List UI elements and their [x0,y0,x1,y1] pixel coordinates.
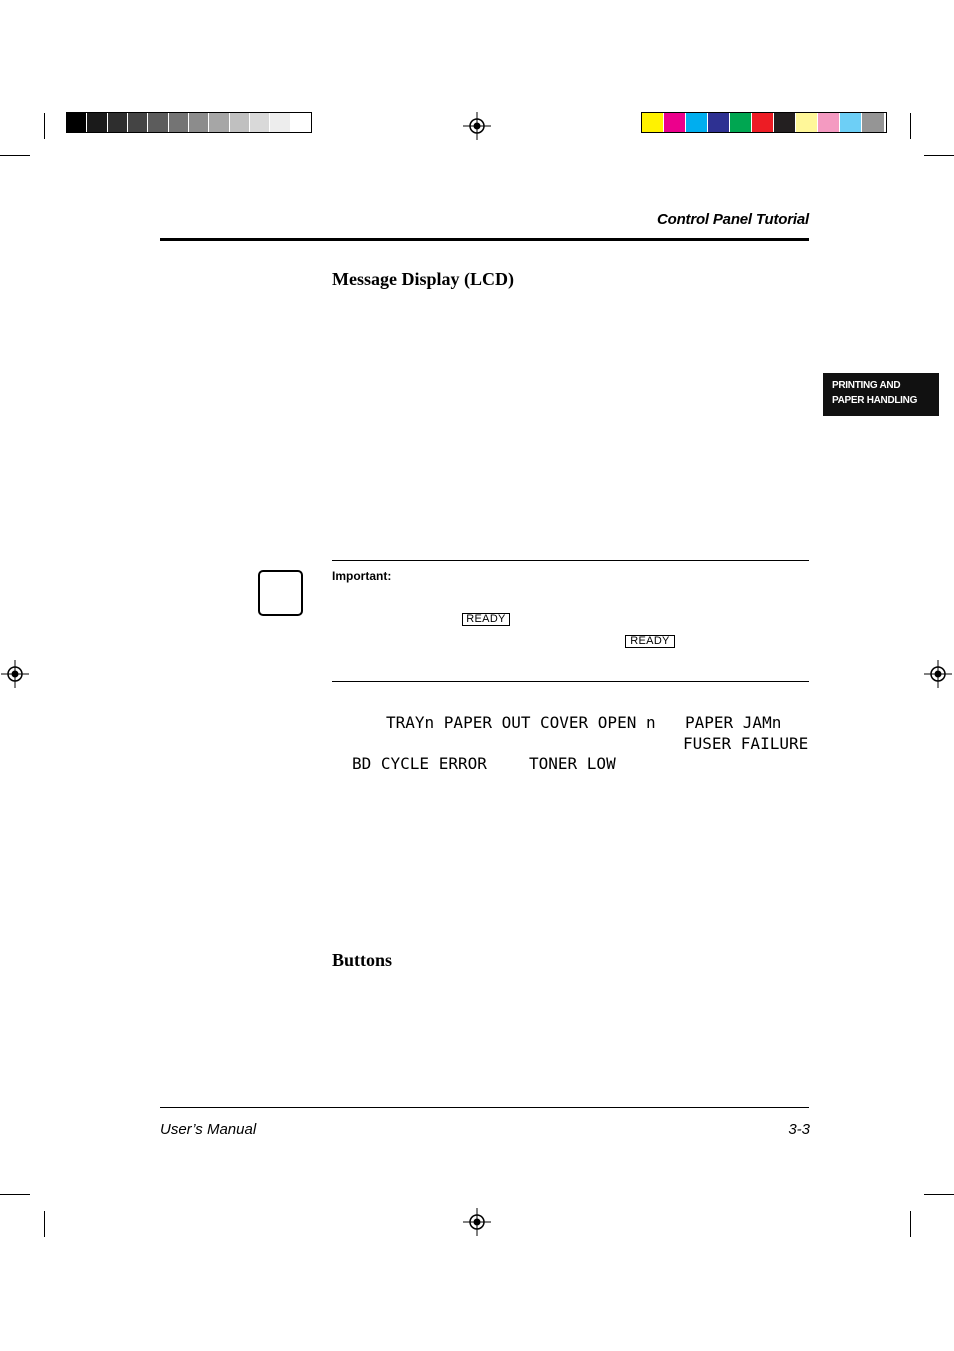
color-swatch [209,113,229,132]
crop-mark [910,1211,911,1237]
lcd-label-ready: READY [462,613,510,626]
lcd-message: PAPER JAMn [685,713,782,732]
color-swatch [664,113,686,132]
note-label: Important: [332,569,392,583]
note-icon [258,570,303,616]
color-swatch [708,113,730,132]
color-swatch [189,113,209,132]
crop-mark [44,1211,45,1237]
color-swatch [291,113,311,132]
process-color-bar [641,112,887,133]
lcd-label-ready: READY [625,635,675,648]
color-swatch [642,113,664,132]
crop-mark [0,155,30,156]
color-swatch [796,113,818,132]
registration-mark-icon [463,112,491,140]
crop-mark [924,155,954,156]
chapter-tab [823,373,939,416]
registration-mark-icon [1,660,29,688]
color-swatch [148,113,168,132]
color-swatch [840,113,862,132]
crop-mark [44,113,45,139]
registration-mark-icon [924,660,952,688]
note-top-rule [332,560,809,561]
color-swatch [774,113,796,132]
color-swatch [752,113,774,132]
footer-manual-title: User’s Manual [160,1121,257,1138]
lcd-message: TONER LOW [529,754,616,773]
color-swatch [686,113,708,132]
color-swatch [230,113,250,132]
color-swatch [108,113,128,132]
color-swatch [818,113,840,132]
section-heading-message-display: Message Display (LCD) [332,269,514,289]
crop-mark [924,1194,954,1195]
running-header-title: Control Panel Tutorial [656,211,809,228]
chapter-tab-line: PRINTING AND [832,380,901,391]
crop-mark [0,1194,30,1195]
chapter-tab-line: PAPER HANDLING [832,395,918,406]
lcd-message: BD CYCLE ERROR [352,754,487,773]
page-number: 3-3 [788,1121,810,1138]
footer-rule [160,1107,809,1108]
color-swatch [169,113,189,132]
color-swatch [862,113,884,132]
color-swatch [128,113,148,132]
section-heading-buttons: Buttons [332,950,393,970]
lcd-message: TRAYn PAPER OUT [386,713,531,732]
color-swatch [87,113,107,132]
color-swatch [250,113,270,132]
grayscale-color-bar [66,112,312,133]
note-bottom-rule [332,681,809,682]
header-rule [160,238,809,241]
registration-mark-icon [463,1208,491,1236]
color-swatch [270,113,290,132]
color-swatch [730,113,752,132]
lcd-message: COVER OPEN n [540,713,656,732]
crop-mark [910,113,911,139]
color-swatch [67,113,87,132]
lcd-message: FUSER FAILURE [683,734,809,753]
